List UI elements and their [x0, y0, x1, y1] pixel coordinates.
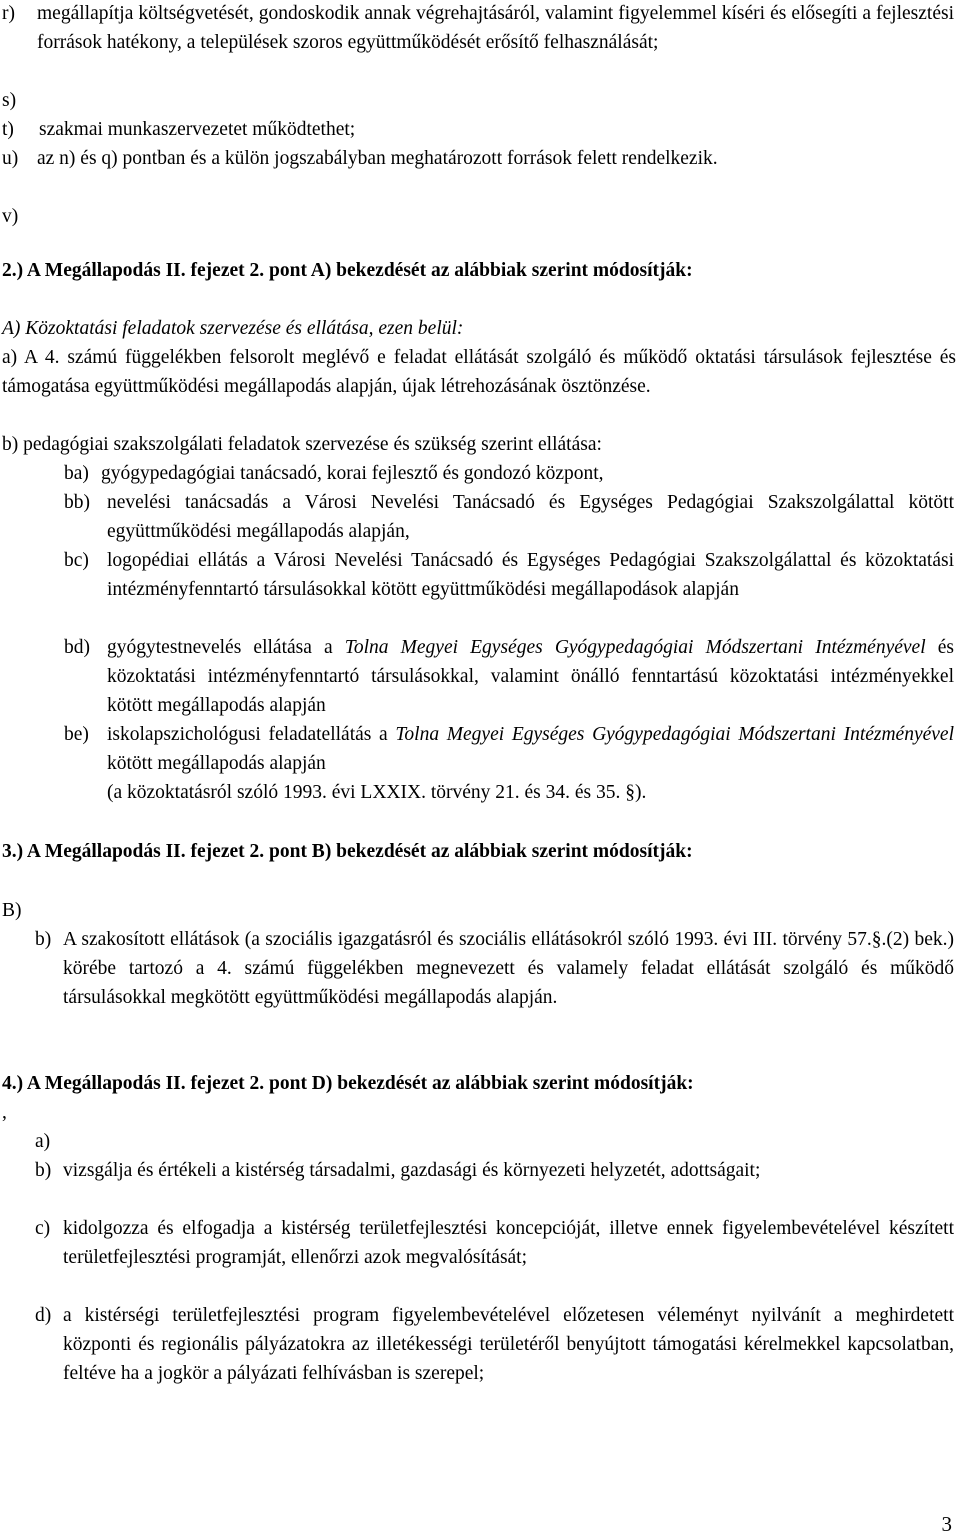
list-marker: b) [35, 1160, 52, 1181]
list-item-text: logopédiai ellátás a Városi Nevelési Tanácsadó és Egységes Pedagógiai Szakszolgálattal és közoktatási intézményfenntartó társulásokkal kötött együttműködési megállapodások alapján [107, 550, 954, 600]
section-3-heading: 3.) A Megállapodás II. fejezet 2. pont B) bekezdését az alábbiak szerint módosítják: [2, 841, 693, 862]
section-4-item-d [0, 1301, 960, 1388]
list-marker: d) [35, 1305, 52, 1326]
list-item-r [0, 0, 960, 57]
list-marker: r) [2, 3, 15, 24]
list-item-text [107, 720, 960, 778]
text-run: és közoktatási intézményfenntartó társulásokkal, valamint önálló fenntartású közoktatási intézményekkel kötött megállapodás alapján [107, 637, 955, 716]
list-item-text [107, 633, 960, 720]
section-2-item-b: b) pedagógiai szakszolgálati feladatok szervezése és szükség szerint ellátása: [2, 434, 602, 455]
list-item-u [0, 144, 960, 173]
text-run: kötött megállapodás alapján [107, 753, 326, 774]
section-2-heading: 2.) A Megállapodás II. fejezet 2. pont A) bekezdését az alábbiak szerint módosítják: [2, 260, 693, 281]
section-2-item-bd [0, 633, 960, 720]
list-marker: be) [64, 724, 89, 745]
section-4-item-b [0, 1156, 960, 1185]
list-marker: t) [2, 119, 14, 140]
institution-name: Tolna Megyei Egységes Gyógypedagógiai Módszertani Intézményével [344, 637, 926, 658]
text-run: gyógytestnevelés ellátása a [107, 637, 345, 658]
list-marker: s) [2, 90, 17, 111]
list-item-text: kidolgozza és elfogadja a kistérség területfejlesztési koncepcióját, illetve ennek figyelembevételével készített területfejlesztési programját, ellenőrzi azok megvalósítását; [63, 1218, 954, 1268]
list-item-text: megállapítja költségvetését, gondoskodik annak végrehajtásáról, valamint figyelemmel kíséri és elősegíti a fejlesztési források hatékony, a települések szoros együttműködését erősítő felhasználását; [37, 3, 954, 53]
list-item-text: gyógypedagógiai tanácsadó, korai fejlesztő és gondozó központ, [101, 463, 604, 484]
list-marker: c) [35, 1218, 51, 1239]
list-marker: v) [2, 206, 19, 227]
law-reference: (a közoktatásról szóló 1993. évi LXXIX. törvény 21. és 34. és 35. §). [107, 782, 647, 803]
list-marker: ba) [64, 463, 89, 484]
section-4-heading: 4.) A Megállapodás II. fejezet 2. pont D) bekezdését az alábbiak szerint módosítják: [2, 1073, 694, 1094]
list-marker: u) [2, 148, 19, 169]
list-item-text: nevelési tanácsadás a Városi Nevelési Tanácsadó és Egységes Pedagógiai Szakszolgálattal kötött együttműködési megállapodás alapján, [107, 492, 954, 542]
list-marker: b) [35, 929, 52, 950]
list-item-t [0, 115, 960, 144]
list-item-text: A szakosított ellátások (a szociális igazgatásról és szociális ellátásokról szóló 1993. évi III. törvény 57.§.(2) bek.) körébe tartozó a 4. számú függelékben megnevezett és valamely feladat ellátását szolgáló és működő társulásokkal megkötött együttműködési megállapodás alapján. [63, 929, 954, 1008]
list-item-text: a kistérségi területfejlesztési program figyelembevételével előzetesen véleményt nyilvánít a meghirdetett központi és regionális pályázatokra az illetékességi területéről benyújtott támogatási kérelmekkel kapcsolatban, feltéve ha a jogkör a pályázati felhívásban is szerepel; [63, 1305, 954, 1384]
section-2-item-a: a) A 4. számú függelékben felsorolt meglévő e feladat ellátását szolgáló és működő oktatási társulások fejlesztése és támogatása együttműködési megállapodás alapján, újak létrehozásának ösztönzése. [2, 347, 956, 397]
section-2-item-ba [0, 459, 960, 488]
section-2-item-bb [0, 488, 960, 546]
page-number: 3 [941, 1512, 952, 1536]
list-item-v [2, 202, 960, 231]
list-item-text: vizsgálja és értékeli a kistérség társadalmi, gazdasági és környezeti helyzetét, adottságait; [63, 1160, 761, 1181]
section-2-item-bc [0, 546, 960, 604]
text-run: iskolapszichológusi feladatellátás a [107, 724, 396, 745]
section-2-subtitle: A) Közoktatási feladatok szervezése és ellátása, ezen belül: [2, 318, 464, 339]
section-4-item-a: a) [35, 1131, 51, 1152]
list-item-s [2, 86, 960, 115]
list-item-text: szakmai munkaszervezetet működtethet; [39, 119, 356, 140]
list-marker: bd) [64, 637, 90, 658]
list-marker: bb) [64, 492, 90, 513]
stray-comma: , [2, 1102, 7, 1123]
list-marker: bc) [64, 550, 89, 571]
institution-name: Tolna Megyei Egységes Gyógypedagógiai Módszertani Intézményével [395, 724, 954, 745]
section-3-label: B) [2, 900, 22, 921]
section-4-item-c [0, 1214, 960, 1272]
list-item-text: az n) és q) pontban és a külön jogszabályban meghatározott források felett rendelkezik. [37, 148, 718, 169]
section-2-item-be [0, 720, 960, 778]
section-3-item-b [0, 925, 960, 1012]
